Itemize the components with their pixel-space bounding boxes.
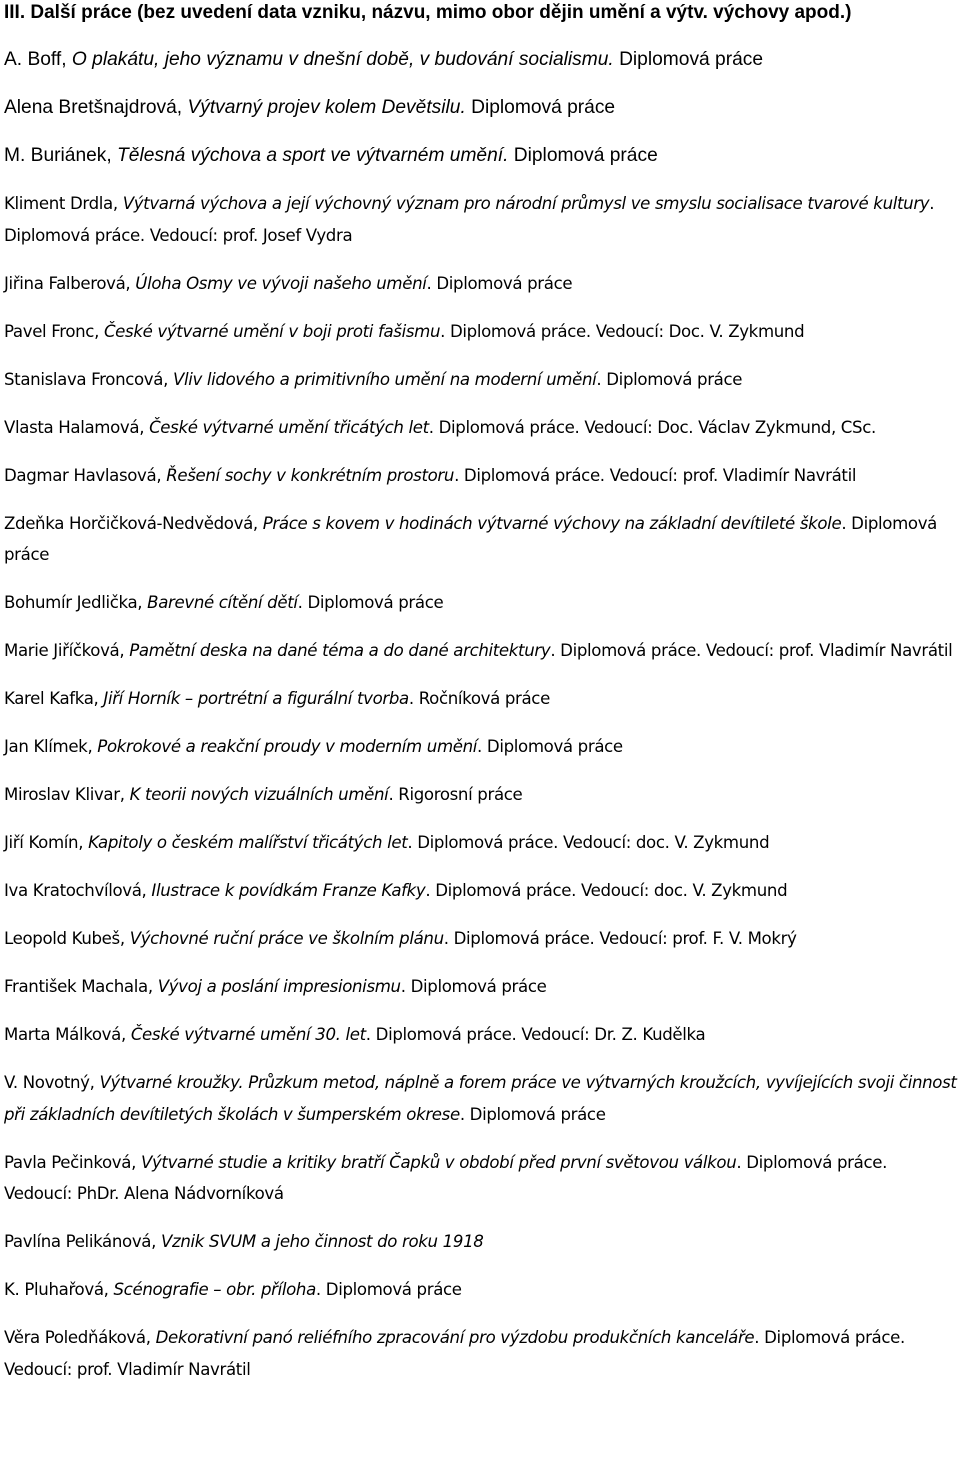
entry-title: Jiří Horník – portrétní a figurální tvorba	[103, 689, 409, 708]
entry-author: Marie Jiříčková,	[4, 641, 130, 660]
entry-note: Diplomová práce	[613, 49, 764, 70]
entry-author: M. Buriánek,	[4, 145, 118, 166]
entry-author: Věra Poledňáková,	[4, 1328, 156, 1347]
entry-title: Barevné cítění dětí	[147, 593, 298, 612]
entry-author: K. Pluhařová,	[4, 1280, 114, 1299]
list-item	[4, 827, 958, 859]
entry-note: . Diplomová práce. Vedoucí: PhDr. Alena Nádvorníková	[4, 1152, 888, 1203]
entry-title: Vývoj a poslání impresionismu	[157, 977, 401, 996]
entry-note: . Diplomová práce. Vedoucí: prof. Vladimír Navrátil	[4, 1328, 905, 1379]
list-item	[4, 460, 958, 492]
entry-title: K teorii nových vizuálních umění	[129, 785, 389, 804]
entry-author: Karel Kafka,	[4, 689, 104, 708]
entry-author: Stanislava Froncová,	[4, 369, 173, 389]
list-item	[4, 1067, 958, 1130]
entry-title: Výtvarná výchova a její výchovný význam pro národní průmysl ve smyslu socialisace tvarové kultury	[122, 194, 930, 213]
entry-note: . Diplomová práce	[426, 273, 573, 293]
entry-list	[4, 44, 958, 1398]
entry-author: Jiřina Falberová,	[4, 273, 136, 293]
entry-author: Bohumír Jedlička,	[4, 593, 148, 612]
entry-note: Diplomová práce	[508, 145, 658, 166]
entry-author: Jan Klímek,	[4, 737, 98, 756]
entry-author: Pavlína Pelikánová,	[4, 1232, 161, 1251]
entry-author: Marta Málková,	[4, 1025, 131, 1044]
list-item	[4, 316, 958, 348]
list-item	[4, 587, 958, 619]
entry-title: Tělesná výchova a sport ve výtvarném umění.	[117, 145, 509, 166]
entry-note: . Diplomová práce. Vedoucí: prof. Josef Vydra	[4, 194, 935, 245]
entry-title: Pokrokové a reakční proudy v moderním umění	[97, 737, 478, 756]
entry-note: . Diplomová práce	[477, 737, 623, 756]
list-item	[4, 44, 958, 76]
entry-note: . Diplomová práce	[596, 369, 743, 389]
entry-note: . Diplomová práce. Vedoucí: Dr. Z. Kudělka	[365, 1025, 706, 1044]
entry-author: Pavla Pečinková,	[4, 1152, 141, 1172]
list-item	[4, 364, 958, 396]
list-item	[4, 188, 958, 251]
entry-note: . Diplomová práce	[459, 1104, 606, 1124]
entry-note: . Diplomová práce. Vedoucí: prof. Vladimír Navrátil	[550, 641, 953, 660]
entry-note: . Diplomová práce. Vedoucí: doc. V. Zykmund	[407, 833, 770, 852]
list-item	[4, 875, 958, 907]
list-item	[4, 971, 958, 1003]
entry-title: Výtvarné kroužky. Průzkum metod, náplně a forem práce ve výtvarných kroužcích, vyvíjejících svoji činnost při základních devítiletých školách v šumperském okrese	[4, 1073, 957, 1124]
section-heading: III. Další práce (bez uvedení data vzniku, názvu, mimo obor dějin umění a výtv. výchovy apod.)	[4, 2, 852, 23]
list-item	[4, 508, 958, 571]
entry-note: . Diplomová práce	[315, 1280, 462, 1299]
list-item	[4, 1322, 958, 1385]
entry-note: . Diplomová práce. Vedoucí: Doc. Václav Zykmund, CSc.	[428, 417, 876, 437]
list-item	[4, 268, 958, 300]
list-item	[4, 635, 958, 667]
list-item	[4, 731, 958, 763]
entry-author: Iva Kratochvílová,	[4, 881, 152, 900]
entry-title: Vliv lidového a primitivního umění na moderní umění	[172, 369, 597, 389]
entry-title: Kapitoly o českém malířství třicátých let	[88, 833, 408, 852]
entry-note: . Diplomová práce	[4, 513, 938, 564]
entry-title: Práce s kovem v hodinách výtvarné výchovy na základní devítileté škole	[262, 513, 842, 533]
entry-title: Pamětní deska na dané téma a do dané architektury	[129, 641, 551, 660]
list-item	[4, 92, 958, 124]
entry-title: Vznik SVUM a jeho činnost do roku 1918	[160, 1232, 484, 1251]
entry-title: České výtvarné umění 30. let	[130, 1025, 366, 1044]
list-item	[4, 140, 958, 172]
list-item	[4, 1147, 958, 1210]
entry-note: . Diplomová práce. Vedoucí: Doc. V. Zykmund	[440, 321, 805, 341]
entry-note: . Diplomová práce. Vedoucí: prof. Vladimír Navrátil	[454, 465, 857, 485]
entry-note: . Rigorosní práce	[388, 785, 523, 804]
entry-note: . Diplomová práce. Vedoucí: doc. V. Zykmund	[425, 881, 788, 900]
entry-author: Leopold Kubeš,	[4, 929, 130, 948]
entry-title: Výchovné ruční práce ve školním plánu	[129, 929, 444, 948]
entry-note: Diplomová práce	[465, 97, 616, 118]
list-item	[4, 779, 958, 811]
list-item	[4, 412, 958, 444]
entry-author: Pavel Fronc,	[4, 321, 104, 341]
entry-title: Výtvarný projev kolem Devětsilu.	[187, 97, 466, 118]
entry-author: Miroslav Klivar,	[4, 785, 130, 804]
entry-title: Scénografie – obr. příloha	[113, 1280, 316, 1299]
entry-title: O plakátu, jeho významu v dnešní době, v budování socialismu.	[71, 49, 614, 70]
entry-author: Dagmar Havlasová,	[4, 465, 167, 485]
entry-author: Alena Bretšnajdrová,	[4, 97, 188, 118]
entry-author: A. Boff,	[4, 49, 72, 70]
entry-author: Vlasta Halamová,	[4, 417, 150, 437]
list-item	[4, 1274, 958, 1306]
entry-note: . Diplomová práce. Vedoucí: prof. F. V. Mokrý	[443, 929, 797, 948]
entry-title: České výtvarné umění v boji proti fašismu	[103, 321, 441, 341]
entry-title: Dekorativní panó reliéfního zpracování pro výzdobu produkčních kanceláře	[155, 1328, 755, 1347]
list-item	[4, 683, 958, 715]
entry-author: František Machala,	[4, 977, 158, 996]
entry-title: Úloha Osmy ve vývoji našeho umění	[135, 273, 427, 293]
entry-title: Řešení sochy v konkrétním prostoru	[166, 465, 455, 485]
entry-author: Kliment Drdla,	[4, 194, 123, 213]
entry-title: České výtvarné umění třicátých let	[149, 417, 429, 437]
entry-title: Ilustrace k povídkám Franze Kafky	[151, 881, 426, 900]
entry-note: . Diplomová práce	[400, 977, 547, 996]
entry-author: Zdeňka Horčičková-Nedvědová,	[4, 513, 263, 533]
list-item	[4, 923, 958, 955]
entry-note: . Ročníková práce	[408, 689, 550, 708]
list-item	[4, 1019, 958, 1051]
entry-author: Jiří Komín,	[4, 833, 89, 852]
entry-author: V. Novotný,	[4, 1073, 100, 1092]
list-item	[4, 1226, 958, 1258]
entry-note: . Diplomová práce	[297, 593, 444, 612]
entry-title: Výtvarné studie a kritiky bratří Čapků v období před první světovou válkou	[140, 1152, 737, 1172]
